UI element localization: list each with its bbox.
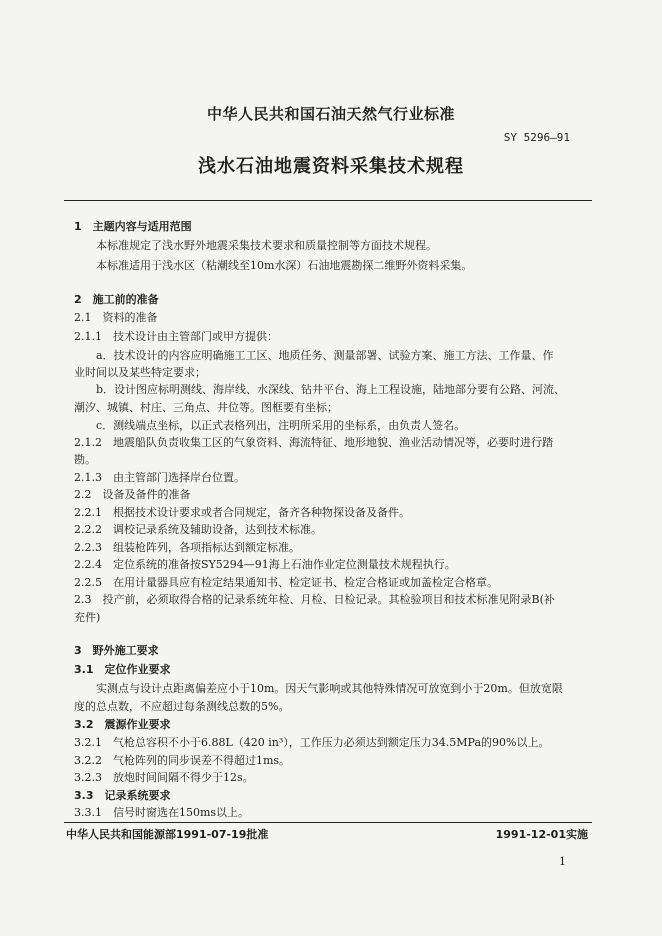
clause-2-2-1: 2.2.1 根据技术设计要求或者合同规定，备齐各种物探设备及备件。	[74, 506, 410, 519]
section-1-paragraph: 本标准适用于浅水区（粘潮线至10m水深）石油地震勘探二维野外资料采集。	[96, 259, 473, 272]
clause-3-2-3: 3.2.3 放炮时间间隔不得少于12s。	[74, 771, 254, 784]
clause-2-2-5: 2.2.5 在用计量器具应有检定结果通知书、检定证书、检定合格证或加盖检定合格章。	[74, 576, 498, 589]
clause-3-2: 3.2 震源作业要求	[74, 718, 171, 731]
effective-date: 1991-12-01实施	[495, 828, 588, 841]
section-1-heading: 1 主题内容与适用范围	[74, 220, 192, 233]
issuing-organization: 中华人民共和国石油天然气行业标准	[206, 105, 455, 123]
page-number: 1	[559, 855, 566, 868]
item-c: c．测线端点坐标，以正式表格列出，注明所采用的坐标系，由负责人签名。	[96, 419, 466, 432]
clause-2-1-3: 2.1.3 由主管部门选择岸台位置。	[74, 471, 245, 484]
clause-2-1-2-cont: 勘。	[74, 453, 96, 466]
clause-3-2-2: 3.2.2 气枪阵列的同步误差不得超过1ms。	[74, 754, 291, 767]
clause-2-3: 2.3 投产前，必须取得合格的记录系统年检、月检、日检记录。其检验项目和技术标准见附录B(补	[74, 593, 555, 606]
clause-2-3-cont: 充件)	[74, 611, 101, 624]
approval-line: 中华人民共和国能源部1991-07-19批准	[66, 828, 269, 841]
item-a-cont: 业时间以及某些特定要求；	[74, 366, 206, 379]
clause-2-2: 2.2 设备及备件的准备	[74, 488, 191, 501]
item-a: a．技术设计的内容应明确施工工区、地质任务、测量部署、试验方案、施工方法、工作量、作	[96, 349, 554, 362]
document-title: 浅水石油地震资料采集技术规程	[198, 156, 464, 177]
footer-rule	[64, 822, 592, 823]
section-3-heading: 3 野外施工要求	[74, 644, 159, 657]
clause-3-1-text-cont: 度的总点数，不应超过每条测线总数的5%。	[74, 700, 290, 713]
clause-2-1-1: 2.1.1 技术设计由主管部门或甲方提供：	[74, 330, 278, 343]
clause-3-1: 3.1 定位作业要求	[74, 663, 171, 676]
clause-3-1-text: 实测点与设计点距离偏差应小于10m。因天气影响或其他特殊情况可放宽到小于20m。但放宽限	[96, 682, 563, 695]
section-2-heading: 2 施工前的准备	[74, 293, 159, 306]
clause-3-2-1: 3.2.1 气枪总容积不小于6.88L（420 in³），工作压力必须达到额定压力34.5MPa的90%以上。	[74, 736, 550, 749]
clause-3-3: 3.3 记录系统要求	[74, 789, 171, 802]
clause-2-1-2: 2.1.2 地震船队负责收集工区的气象资料、海流特征、地形地貌、渔业活动情况等，必要时进行踏	[74, 436, 553, 449]
clause-2-2-4: 2.2.4 定位系统的准备按SY5294—91海上石油作业定位测量技术规程执行。	[74, 558, 456, 571]
clause-2-2-3: 2.2.3 组装枪阵列，各项指标达到额定标准。	[74, 541, 300, 554]
clause-2-1: 2.1 资料的准备	[74, 311, 158, 324]
standard-code: SY 5296—91	[503, 131, 570, 144]
item-b-cont: 潮汐、城镇、村庄、三角点、井位等。图框要有坐标；	[74, 401, 338, 414]
top-rule	[64, 200, 592, 201]
item-b: b．设计图应标明测线、海岸线、水深线、钻井平台、海上工程设施，陆地部分要有公路、河流、	[96, 383, 566, 396]
clause-2-2-2: 2.2.2 调校记录系统及辅助设备，达到技术标准。	[74, 523, 322, 536]
section-1-paragraph: 本标准规定了浅水野外地震采集技术要求和质量控制等方面技术规程。	[96, 239, 437, 252]
clause-3-3-1: 3.3.1 信号时窗选在150ms以上。	[74, 806, 250, 819]
